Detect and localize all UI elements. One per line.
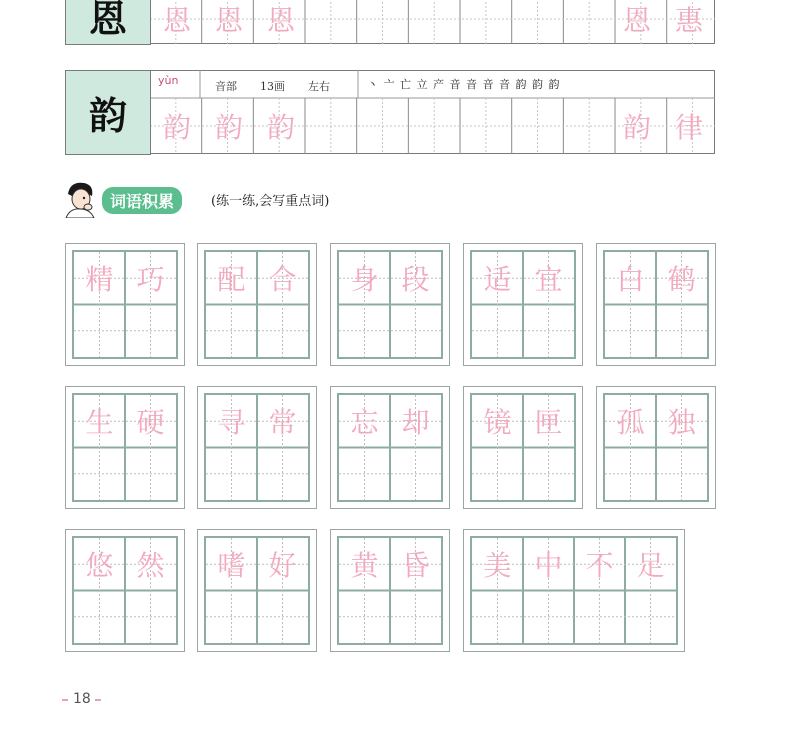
- trace-character: 配: [217, 263, 246, 297]
- trace-character: 孤: [616, 406, 645, 440]
- trace-character: 黄: [350, 549, 379, 583]
- main-character: 恩: [88, 0, 127, 41]
- word-practice-box: [65, 243, 185, 366]
- trace-character: 韵: [622, 111, 651, 144]
- trace-character: 段: [401, 263, 430, 297]
- trace-character: 悠: [85, 549, 114, 583]
- trace-character: 常: [268, 406, 297, 440]
- word-writing-grid: [337, 393, 443, 502]
- word-writing-grid: [337, 250, 443, 359]
- trace-character: 匣: [534, 406, 563, 440]
- trace-character: 镜: [483, 406, 512, 440]
- trace-character: 独: [667, 406, 696, 440]
- stroke-order-sequence: 丶 亠 亡 立 产 音 音 音 音 韵 韵 韵: [367, 78, 561, 91]
- trace-character: 惠: [674, 3, 703, 37]
- main-character: 韵: [88, 93, 127, 138]
- trace-character: 律: [674, 111, 703, 144]
- word-writing-grid: [204, 536, 310, 645]
- word-practice-box: [65, 386, 185, 509]
- trace-character: 宜: [534, 263, 563, 297]
- trace-character: 中: [534, 549, 563, 583]
- word-writing-grid: [470, 393, 576, 502]
- trace-character: 身: [350, 263, 379, 297]
- trace-character: 寻: [217, 406, 246, 440]
- word-writing-grid: [72, 250, 178, 359]
- trace-character: 精: [85, 263, 114, 297]
- word-practice-box: [596, 243, 716, 366]
- trace-character: 韵: [266, 111, 295, 144]
- section-title: 词语积累: [102, 187, 182, 214]
- word-writing-grid: [470, 536, 678, 645]
- word-practice-box: [197, 529, 317, 652]
- trace-character: 鹤: [667, 263, 696, 297]
- trace-character: 美: [483, 549, 512, 583]
- word-writing-grid: [72, 536, 178, 645]
- trace-character: 硬: [136, 406, 165, 440]
- trace-character: 恩: [214, 3, 243, 37]
- word-writing-grid: [603, 250, 709, 359]
- word-writing-grid: [72, 393, 178, 502]
- word-practice-box: [596, 386, 716, 509]
- word-practice-box: [330, 386, 450, 509]
- word-writing-grid: [337, 536, 443, 645]
- section-instruction: (练一练,会写重点词): [211, 194, 330, 209]
- page-number: 18: [62, 690, 112, 710]
- word-practice-box: [330, 529, 450, 652]
- trace-character: 足: [636, 549, 665, 583]
- trace-character: 然: [136, 549, 165, 583]
- word-writing-grid: [470, 250, 576, 359]
- structure-label: 左右: [308, 80, 330, 93]
- trace-character: 恩: [162, 3, 191, 37]
- trace-character: 恩: [266, 3, 295, 37]
- word-practice-box: [330, 243, 450, 366]
- pinyin-label: yùn: [158, 74, 179, 87]
- word-writing-grid: [204, 250, 310, 359]
- trace-character: 韵: [162, 111, 191, 144]
- trace-character: 嗜: [217, 549, 246, 583]
- trace-character: 合: [268, 263, 297, 297]
- trace-character: 好: [268, 549, 297, 583]
- word-practice-box: [197, 243, 317, 366]
- word-writing-grid: [204, 393, 310, 502]
- trace-character: 却: [401, 406, 430, 440]
- trace-character: 白: [616, 263, 645, 297]
- word-practice-box: [463, 243, 583, 366]
- trace-character: 巧: [136, 263, 165, 297]
- word-writing-grid: [603, 393, 709, 502]
- word-practice-box: [65, 529, 185, 652]
- word-practice-box: [463, 386, 583, 509]
- trace-character: 韵: [214, 111, 243, 144]
- trace-character: 适: [483, 263, 512, 297]
- word-practice-box: [463, 529, 685, 652]
- word-practice-box: [197, 386, 317, 509]
- trace-character: 不: [585, 549, 614, 583]
- radical-label: 音部: [215, 80, 237, 93]
- trace-character: 生: [85, 406, 114, 440]
- trace-character: 恩: [622, 3, 651, 37]
- trace-character: 昏: [401, 549, 430, 583]
- trace-character: 忘: [350, 406, 379, 440]
- stroke-count-label: 13画: [260, 80, 285, 93]
